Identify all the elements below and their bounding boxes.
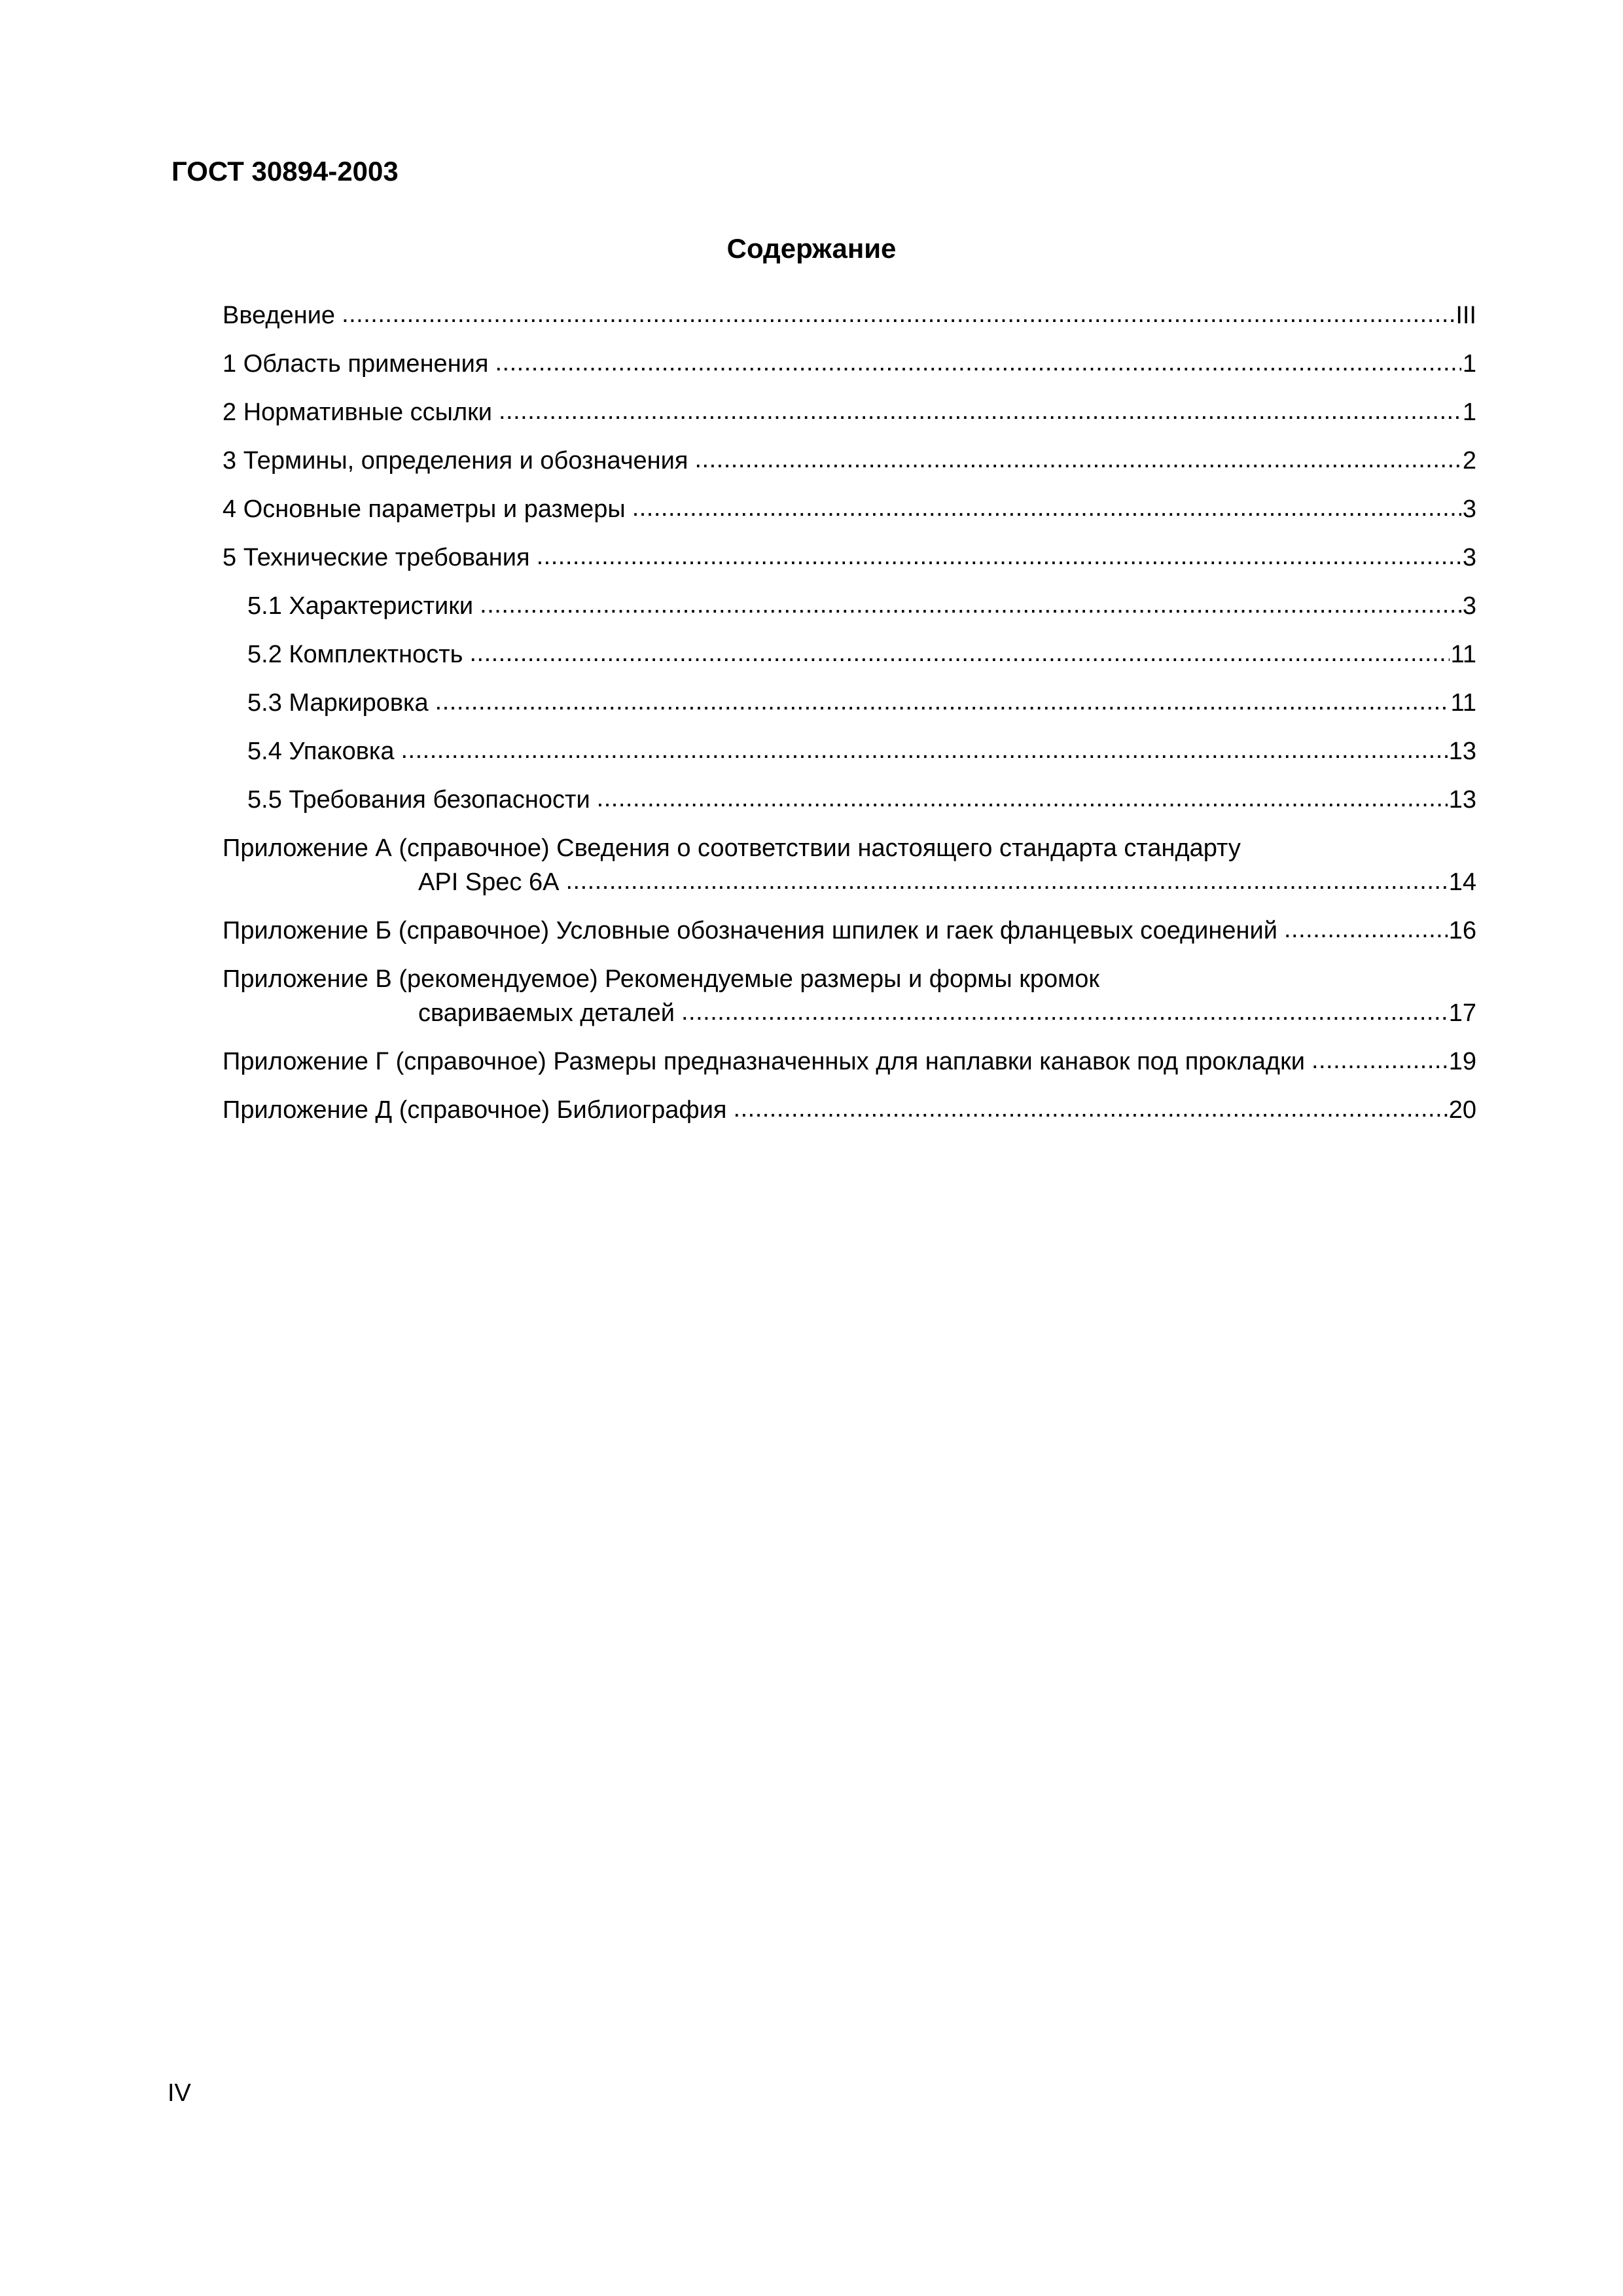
toc-entry-title: 5.2 Комплектность [247,641,463,668]
toc-entry [223,962,1476,1030]
document-code: ГОСТ 30894-2003 [171,156,399,187]
toc-entry-page: 2 [1462,447,1476,475]
dot-leader [480,588,1461,622]
toc-entry [223,1045,1476,1079]
toc-entry-page: 3 [1462,544,1476,571]
dot-leader [495,346,1461,380]
toc-entry [223,637,1476,672]
toc-entry-title: 5 Технические требования [223,544,530,571]
toc-entry [223,492,1476,526]
toc-entry-page: III [1455,302,1476,329]
toc-entry-page: 14 [1448,869,1476,896]
toc-entry [223,347,1476,381]
dot-leader [632,491,1461,525]
toc-entry-page: 11 [1450,689,1476,717]
toc-entry-page: 16 [1448,917,1476,944]
toc-entry [223,734,1476,768]
toc-entry [223,395,1476,429]
dot-leader [1284,912,1448,946]
dot-leader [565,864,1447,898]
toc-entry [223,914,1476,948]
toc-entry-page: 1 [1462,399,1476,426]
toc-entry [223,541,1476,575]
toc-entry-title: Приложение Б (справочное) Условные обозначения шпилек и гаек фланцевых соединений [223,917,1277,944]
toc-entry-title: Введение [223,302,336,329]
toc-entry-page: 11 [1450,641,1476,668]
dot-leader [681,995,1448,1029]
toc-entry-title: Приложение Г (справочное) Размеры предназначенных для наплавки канавок под прокладки [223,1048,1305,1075]
toc-entry [223,1093,1476,1127]
toc-entry-page: 1 [1462,350,1476,378]
toc-entry-page: 3 [1462,592,1476,620]
toc-entry-title: 1 Область применения [223,350,489,378]
toc-entry-continuation: свариваемых деталей [418,999,675,1027]
toc-entry [223,444,1476,478]
dot-leader [435,685,1450,719]
dot-leader [1311,1043,1448,1077]
table-of-contents [223,298,1476,1141]
toc-entry-title: 5.3 Маркировка [247,689,429,717]
dot-leader [469,636,1449,670]
toc-entry-title: Приложение В (рекомендуемое) Рекомендуемые размеры и формы кромок [223,965,1100,993]
dot-leader [694,442,1461,476]
toc-entry-title: 3 Термины, определения и обозначения [223,447,688,475]
dot-leader [401,733,1448,767]
toc-entry-page: 20 [1448,1096,1476,1124]
toc-entry [223,298,1476,332]
toc-entry-title: 5.4 Упаковка [247,738,395,765]
dot-leader [597,781,1448,816]
toc-entry-page: 13 [1448,738,1476,765]
page-number: IV [168,2079,191,2107]
toc-entry-continuation: API Spec 6A [418,869,560,896]
toc-entry [223,589,1476,623]
toc-entry-title: 5.1 Характеристики [247,592,474,620]
toc-entry-title: 2 Нормативные ссылки [223,399,492,426]
toc-entry-title: 5.5 Требования безопасности [247,786,590,814]
dot-leader [537,539,1461,573]
toc-entry-title: Приложение А (справочное) Сведения о соответствии настоящего стандарта стандарту [223,834,1241,862]
toc-title: Содержание [726,233,897,264]
toc-entry-page: 3 [1462,495,1476,523]
toc-entry-title: Приложение Д (справочное) Библиография [223,1096,727,1124]
toc-entry [223,783,1476,817]
toc-entry-title: 4 Основные параметры и размеры [223,495,626,523]
dot-leader [499,394,1461,428]
toc-entry-page: 17 [1448,999,1476,1027]
toc-entry [223,686,1476,720]
toc-entry [223,831,1476,899]
dot-leader [734,1092,1448,1126]
toc-entry-page: 13 [1448,786,1476,814]
dot-leader [342,297,1454,331]
toc-entry-page: 19 [1448,1048,1476,1075]
